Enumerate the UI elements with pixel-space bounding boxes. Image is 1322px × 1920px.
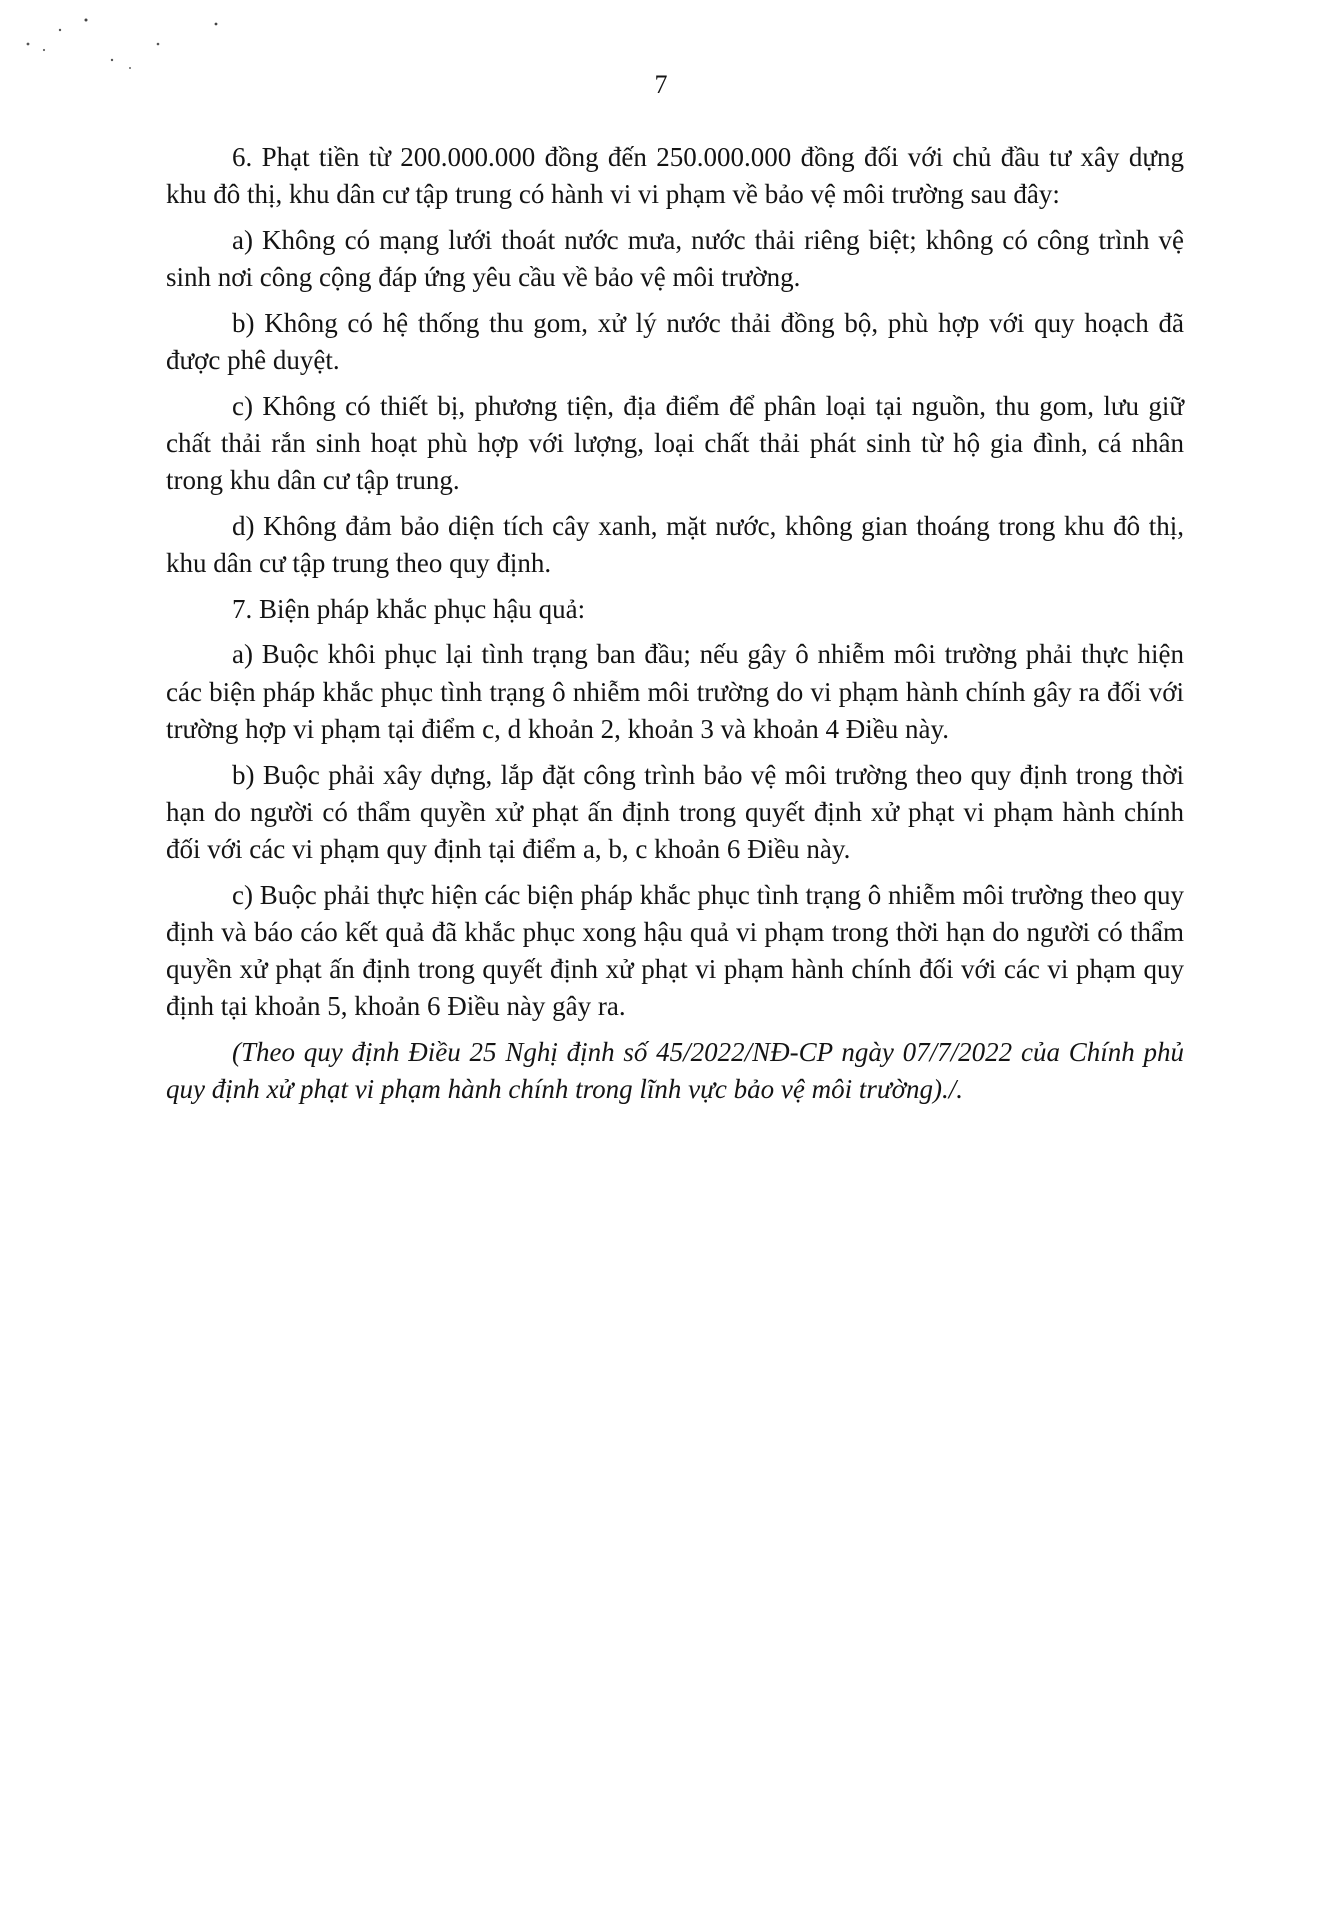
paragraph-clause-6c: c) Không có thiết bị, phương tiện, địa điểm để phân loại tại nguồn, thu gom, lưu giữ chất thải rắn sinh hoạt phù hợp với lượng, loại chất thải phát sinh từ hộ gia đình, cá nhân trong khu dân cư tập trung. [166, 390, 1184, 496]
paragraph-clause-6a: a) Không có mạng lưới thoát nước mưa, nước thải riêng biệt; không có công trình vệ sinh nơi công cộng đáp ứng yêu cầu về bảo vệ môi trường. [166, 224, 1184, 293]
paragraph-clause-6b: b) Không có hệ thống thu gom, xử lý nước thải đồng bộ, phù hợp với quy hoạch đã được phê duyệt. [166, 307, 1184, 376]
paragraph-clause-7b: b) Buộc phải xây dựng, lắp đặt công trình bảo vệ môi trường theo quy định trong thời hạn do người có thẩm quyền xử phạt ấn định trong quyết định xử phạt vi phạm hành chính đối với các vi phạm quy định tại điểm a, b, c khoản 6 Điều này. [166, 759, 1184, 864]
document-body [166, 139, 1184, 1108]
paragraph-clause-7c: c) Buộc phải thực hiện các biện pháp khắc phục tình trạng ô nhiễm môi trường theo quy định và báo cáo kết quả đã khắc phục xong hậu quả vi phạm trong thời hạn do người có thẩm quyền xử phạt ấn định trong quyết định xử phạt vi phạm hành chính đối với các vi phạm quy định tại khoản 5, khoản 6 Điều này gây ra. [166, 879, 1184, 1022]
legal-citation: (Theo quy định Điều 25 Nghị định số 45/2022/NĐ-CP ngày 07/7/2022 của Chính phủ quy định xử phạt vi phạm hành chính trong lĩnh vực bảo vệ môi trường)./. [166, 1036, 1184, 1105]
paragraph-clause-7: 7. Biện pháp khắc phục hậu quả: [232, 593, 586, 624]
paragraph-clause-6d: d) Không đảm bảo diện tích cây xanh, mặt nước, không gian thoáng trong khu đô thị, khu dân cư tập trung theo quy định. [166, 510, 1184, 579]
paragraph-clause-7a: a) Buộc khôi phục lại tình trạng ban đầu; nếu gây ô nhiễm môi trường phải thực hiện các biện pháp khắc phục tình trạng ô nhiễm môi trường do vi phạm hành chính gây ra đối với trường hợp vi phạm tại điểm c, d khoản 2, khoản 3 và khoản 4 Điều này. [166, 639, 1184, 744]
page-number: 7 [654, 70, 668, 99]
scan-specks [0, 0, 240, 80]
paragraph-clause-6: 6. Phạt tiền từ 200.000.000 đồng đến 250.000.000 đồng đối với chủ đầu tư xây dựng khu đô thị, khu dân cư tập trung có hành vi vi phạm về bảo vệ môi trường sau đây: [166, 142, 1184, 210]
